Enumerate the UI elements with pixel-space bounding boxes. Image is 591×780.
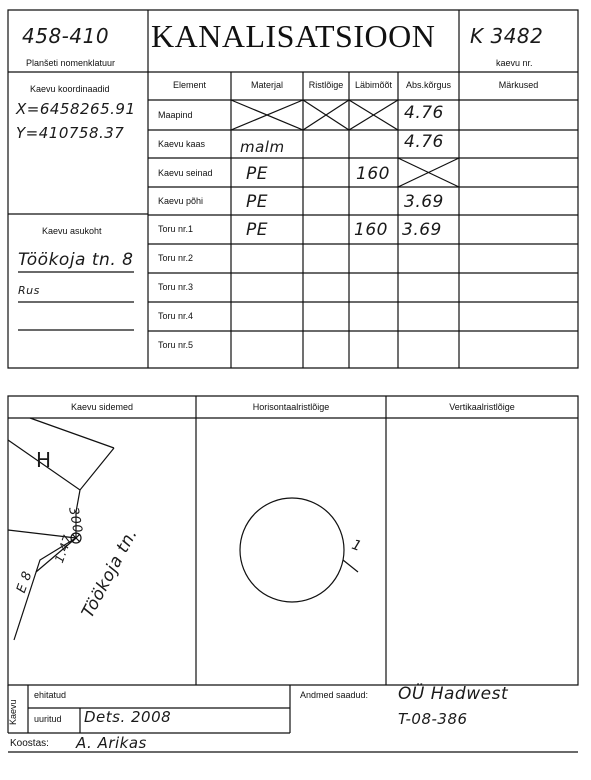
height-value: 4.76: [404, 132, 444, 152]
row-element-label: Maapind: [158, 110, 193, 120]
material-value: PE: [246, 220, 268, 240]
surveyed-label: uuritud: [34, 714, 62, 724]
nomenclature-label: Planšeti nomenklatuur: [26, 58, 116, 68]
sketch-label-300: 300: [65, 506, 85, 535]
material-value: PE: [246, 164, 268, 184]
location-label: Kaevu asukoht: [42, 226, 102, 236]
source-value-code: T-08-386: [398, 710, 468, 728]
source-label: Andmed saadud:: [300, 690, 369, 700]
col-header-material: Materjal: [250, 80, 283, 90]
author-label: Koostas:: [10, 738, 49, 749]
built-label: ehitatud: [34, 690, 67, 700]
sketch-label-street: Töökoja tn.: [78, 525, 142, 622]
material-value: malm: [240, 138, 285, 156]
surveyed-value: Dets. 2008: [84, 708, 172, 726]
height-value: 4.76: [404, 103, 444, 123]
section-horizontal-heading: Horisontaalristlõige: [252, 402, 330, 412]
col-header-diameter: Läbimõõt: [354, 80, 393, 90]
row-element-label: Toru nr.5: [158, 340, 194, 350]
row-element-label: Toru nr.3: [158, 282, 194, 292]
cross-section-label: 1: [349, 536, 364, 556]
col-header-element: Element: [172, 80, 207, 90]
row-element-label: Toru nr.1: [158, 224, 194, 234]
coordinate-y: Y=410758.37: [16, 124, 125, 142]
sketch-label-h: H: [36, 448, 52, 472]
row-element-label: Toru nr.4: [158, 311, 194, 321]
section-vertical-heading: Vertikaalristlõige: [449, 402, 515, 412]
sketch-label-147: 1.47: [52, 533, 75, 565]
col-header-cross: Ristlõige: [308, 80, 344, 90]
well-number-label: kaevu nr.: [496, 58, 533, 68]
sketch-label-e8: E 8: [14, 569, 36, 596]
height-value: 3.69: [404, 192, 444, 212]
page-title: KANALISATSIOON: [151, 18, 436, 54]
footer-side-label: Kaevu: [8, 699, 18, 725]
material-value: PE: [246, 192, 268, 212]
location-extra: Rus: [18, 284, 40, 297]
location-street: Töökoja tn. 8: [18, 250, 134, 270]
diameter-value: 160: [354, 220, 388, 240]
diameter-value: 160: [356, 164, 390, 184]
col-header-height: Abs.kõrgus: [405, 80, 452, 90]
row-element-label: Kaevu kaas: [158, 139, 206, 149]
coordinates-label: Kaevu koordinaadid: [30, 84, 110, 94]
well-number-value: K 3482: [470, 24, 544, 48]
height-value: 3.69: [402, 220, 442, 240]
row-element-label: Kaevu seinad: [158, 168, 213, 178]
row-element-label: Toru nr.2: [158, 253, 194, 263]
nomenclature-value: 458-410: [22, 24, 110, 48]
col-header-notes: Märkused: [498, 80, 539, 90]
source-value-company: OÜ Hadwest: [398, 684, 509, 704]
author-value: A. Arikas: [76, 734, 147, 752]
coordinate-x: X=6458265.91: [16, 100, 136, 118]
section-links-heading: Kaevu sidemed: [70, 402, 134, 412]
row-element-label: Kaevu põhi: [158, 196, 204, 206]
